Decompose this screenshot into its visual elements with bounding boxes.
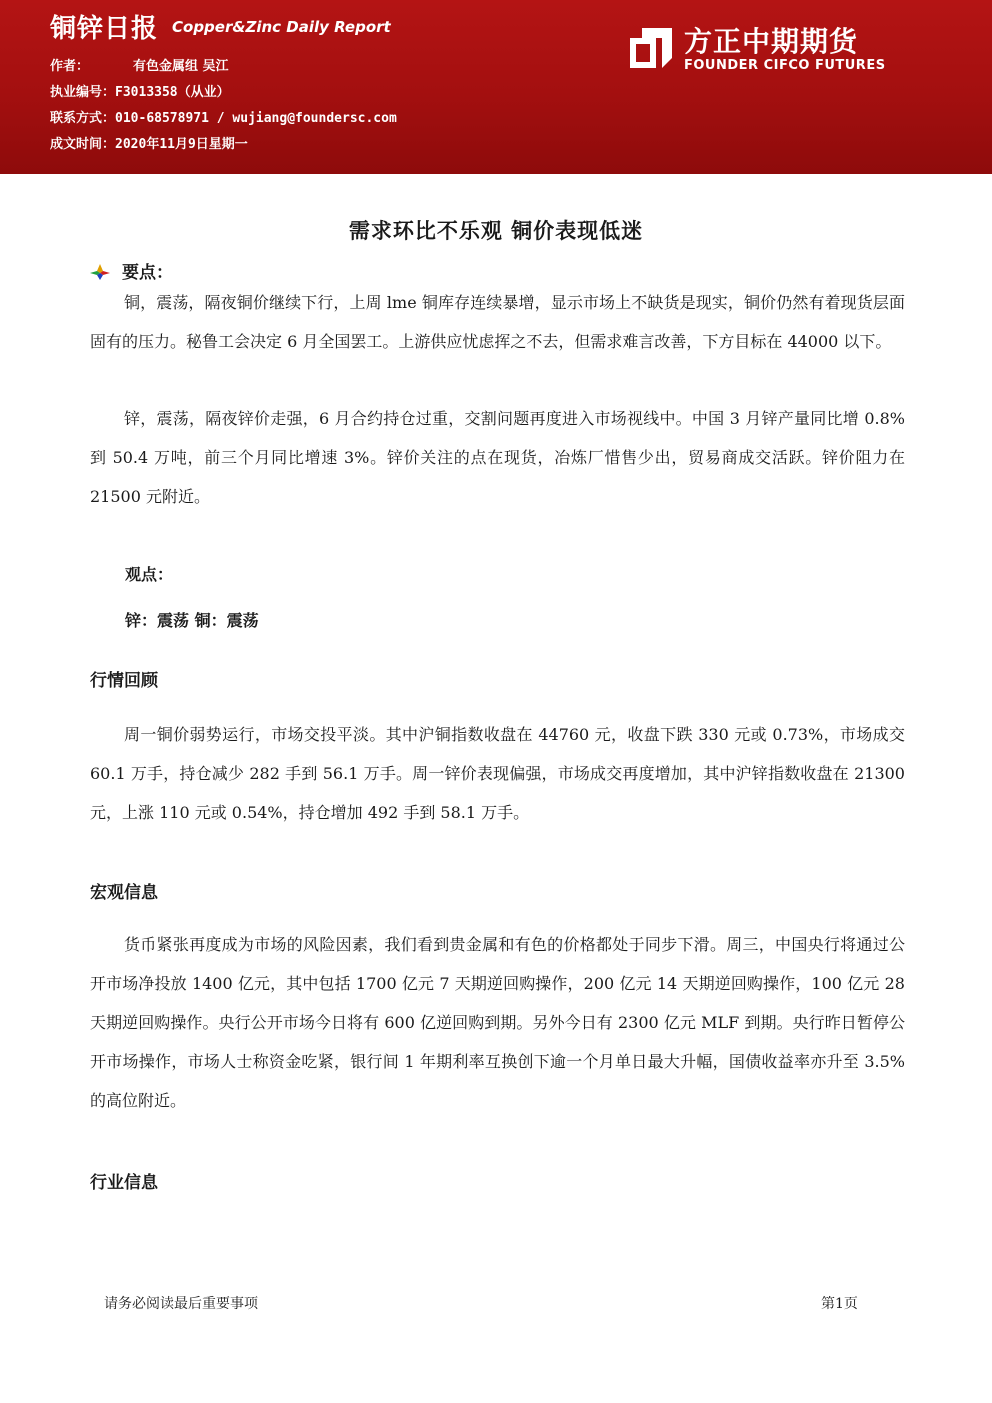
page-number: 第1页 — [821, 1296, 858, 1312]
logo-name-en: FOUNDER CIFCO FUTURES — [684, 58, 886, 73]
meta-label: 联系方式： — [50, 111, 116, 126]
meta-license — [50, 81, 230, 100]
view-content: 锌：震荡 铜：震荡 — [125, 611, 259, 630]
meta-contact — [50, 107, 397, 126]
section-heading-review: 行情回顾 — [90, 671, 158, 691]
section-heading-macro: 宏观信息 — [90, 883, 158, 903]
meta-value: 2020年11月9日星期一 — [115, 137, 248, 152]
document-title: 需求环比不乐观 铜价表现低迷 — [348, 218, 644, 243]
meta-author — [50, 55, 229, 74]
diamond-bullet-icon — [90, 263, 112, 281]
meta-date — [50, 133, 248, 152]
view-label: 观点： — [125, 565, 174, 584]
meta-value: 有色金属组 吴江 — [133, 59, 229, 74]
company-logo — [628, 20, 888, 80]
meta-label: 成文时间： — [50, 137, 116, 152]
meta-value: 010-68578971 / wujiang@foundersc.com — [115, 111, 397, 126]
footer-notice: 请务必阅读最后重要事项 — [104, 1296, 258, 1312]
key-points-heading — [90, 258, 173, 283]
report-header — [0, 0, 992, 174]
copper-paragraph: 铜，震荡，隔夜铜价继续下行，上周 lme 铜库存连续暴增，显示市场上不缺货是现实，铜价仍然有着现货层面固有的压力。秘鲁工会决定 6 月全国罢工。上游供应忧虑挥之不去，但需求难言改善，下方目标在 44000 以下。 — [90, 293, 905, 351]
section-heading-industry: 行业信息 — [90, 1173, 158, 1193]
meta-label: 作者： — [50, 59, 90, 74]
report-title: 铜锌日报 — [50, 14, 159, 44]
logo-name-zh: 方正中期期货 — [684, 25, 859, 58]
report-subtitle: Copper&Zinc Daily Report — [172, 18, 391, 36]
review-paragraph: 周一铜价弱势运行，市场交投平淡。其中沪铜指数收盘在 44760 元，收盘下跌 330 元或 0.73%，市场成交 60.1 万手，持仓减少 282 手到 56.1 万手。周一锌价表现偏强，市场成交再度增加，其中沪锌指数收盘在 21300 元，上涨 110 元或 0.54%，持仓增加 492 手到 58.1 万手。 — [90, 725, 905, 822]
key-points-label: 要点： — [122, 263, 173, 283]
macro-paragraph: 货币紧张再度成为市场的风险因素，我们看到贵金属和有色的价格都处于同步下滑。周三，中国央行将通过公开市场净投放 1400 亿元，其中包括 1700 亿元 7 天期逆回购操作，200 亿元 14 天期逆回购操作，100 亿元 28 天期逆回购操作。央行公开市场今日将有 600 亿逆回购到期。另外今日有 2300 亿元 MLF 到期。央行昨日暂停公开市场操作，市场人士称资金吃紧，银行间 1 年期利率互换创下逾一个月单日最大升幅，国债收益率亦升至 3.5%的高位附近。 — [90, 935, 905, 1110]
zinc-paragraph: 锌，震荡，隔夜锌价走强，6 月合约持仓过重，交割问题再度进入市场视线中。中国 3 月锌产量同比增 0.8%到 50.4 万吨，前三个月同比增速 3%。锌价关注的点在现货，冶炼厂惜售少出，贸易商成交活跃。锌价阻力在 21500 元附近。 — [90, 409, 905, 506]
meta-value: F3013358（从业） — [115, 85, 230, 100]
founder-logo-icon — [628, 24, 674, 72]
meta-label: 执业编号： — [50, 85, 116, 100]
